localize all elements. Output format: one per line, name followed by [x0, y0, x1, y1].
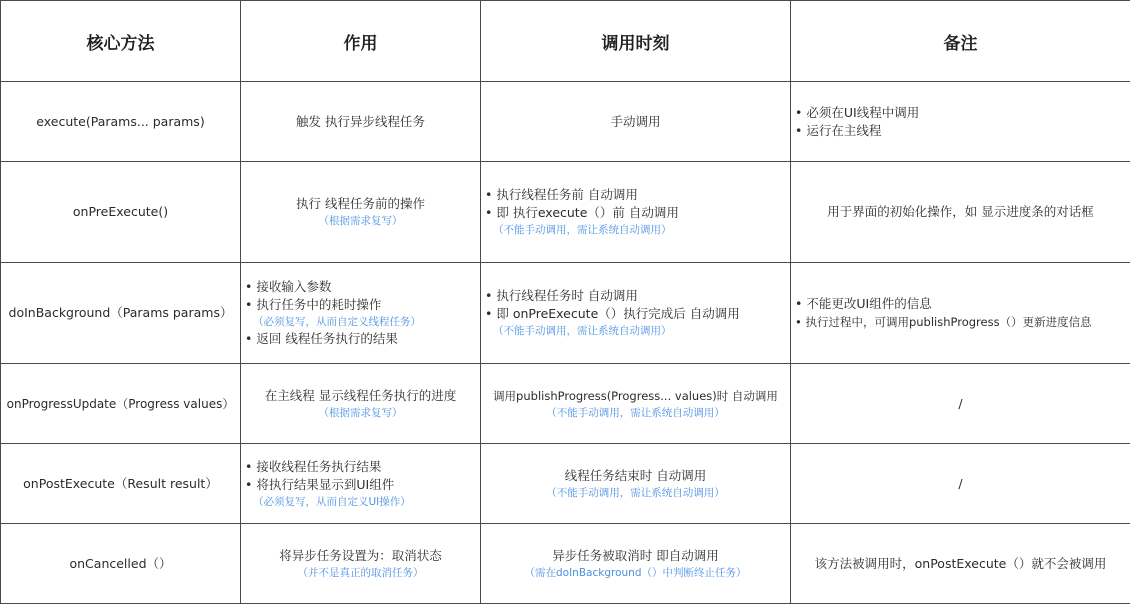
purpose-line: 将异步任务设置为：取消状态: [245, 547, 476, 565]
purpose-note: （必须复写，从而自定义UI操作）: [245, 494, 476, 510]
remark-line: • 执行过程中，可调用publishProgress（）更新进度信息: [795, 313, 1126, 331]
remark-cell: [791, 82, 1130, 162]
method-cell: onPreExecute(): [1, 162, 241, 263]
timing-line: • 即 执行execute（）前 自动调用: [485, 204, 786, 222]
purpose-line: • 接收线程任务执行结果: [245, 458, 476, 476]
purpose-cell: [241, 82, 481, 162]
remark-line: 用于界面的初始化操作，如 显示进度条的对话框: [795, 203, 1126, 221]
purpose-line: • 接收输入参数: [245, 278, 476, 296]
purpose-line: • 执行任务中的耗时操作: [245, 296, 476, 314]
table-row: [1, 524, 1130, 604]
method-cell: execute(Params... params): [1, 82, 241, 162]
purpose-line: 触发 执行异步线程任务: [245, 113, 476, 131]
timing-line: • 即 onPreExecute（）执行完成后 自动调用: [485, 305, 786, 323]
timing-cell: [481, 524, 791, 604]
purpose-cell: [241, 162, 481, 263]
purpose-line: • 将执行结果显示到UI组件: [245, 476, 476, 494]
timing-cell: [481, 162, 791, 263]
table-row: [1, 364, 1130, 444]
header-method: 核心方法: [1, 1, 241, 82]
remark-line: • 运行在主线程: [795, 122, 1126, 140]
timing-line: 线程任务结束时 自动调用: [485, 467, 786, 485]
purpose-line: • 返回 线程任务执行的结果: [245, 330, 476, 348]
purpose-note: （并不是真正的取消任务）: [245, 565, 476, 581]
timing-note: （不能手动调用，需让系统自动调用）: [485, 222, 786, 238]
header-row: [1, 1, 1130, 82]
timing-cell: [481, 444, 791, 524]
timing-cell: [481, 263, 791, 364]
timing-note: （需在doInBackground（）中判断终止任务）: [485, 565, 786, 581]
timing-line: • 执行线程任务时 自动调用: [485, 287, 786, 305]
purpose-cell: [241, 364, 481, 444]
timing-line: 手动调用: [485, 113, 786, 131]
method-cell: onCancelled（）: [1, 524, 241, 604]
header-remark: 备注: [791, 1, 1130, 82]
table-row: [1, 263, 1130, 364]
purpose-cell: [241, 444, 481, 524]
table-row: [1, 162, 1130, 263]
remark-line: 该方法被调用时，onPostExecute（）就不会被调用: [795, 555, 1126, 573]
purpose-line: 执行 线程任务前的操作: [245, 195, 476, 213]
purpose-cell: [241, 263, 481, 364]
remark-line: • 不能更改UI组件的信息: [795, 295, 1126, 313]
method-cell: onProgressUpdate（Progress values）: [1, 364, 241, 444]
method-cell: doInBackground（Params params）: [1, 263, 241, 364]
remark-cell: [791, 524, 1130, 604]
purpose-note: （根据需求复写）: [245, 405, 476, 421]
remark-line: /: [795, 395, 1126, 413]
remark-cell: [791, 263, 1130, 364]
header-purpose: 作用: [241, 1, 481, 82]
purpose-note: （必须复写，从而自定义线程任务）: [245, 314, 476, 330]
timing-note: （不能手动调用，需让系统自动调用）: [485, 485, 786, 501]
remark-cell: [791, 364, 1130, 444]
timing-line: • 执行线程任务前 自动调用: [485, 186, 786, 204]
timing-cell: [481, 82, 791, 162]
timing-line: 异步任务被取消时 即自动调用: [485, 547, 786, 565]
table-row: [1, 444, 1130, 524]
timing-note: （不能手动调用，需让系统自动调用）: [485, 405, 786, 421]
remark-line: • 必须在UI线程中调用: [795, 104, 1126, 122]
timing-note: （不能手动调用，需让系统自动调用）: [485, 323, 786, 339]
purpose-cell: [241, 524, 481, 604]
timing-cell: [481, 364, 791, 444]
remark-cell: [791, 444, 1130, 524]
purpose-note: （根据需求复写）: [245, 213, 476, 229]
method-cell: onPostExecute（Result result）: [1, 444, 241, 524]
remark-line: /: [795, 475, 1126, 493]
purpose-line: 在主线程 显示线程任务执行的进度: [245, 387, 476, 405]
table-row: [1, 82, 1130, 162]
remark-cell: [791, 162, 1130, 263]
timing-line: 调用publishProgress(Progress... values)时 自动调用: [485, 387, 786, 405]
header-timing: 调用时刻: [481, 1, 791, 82]
